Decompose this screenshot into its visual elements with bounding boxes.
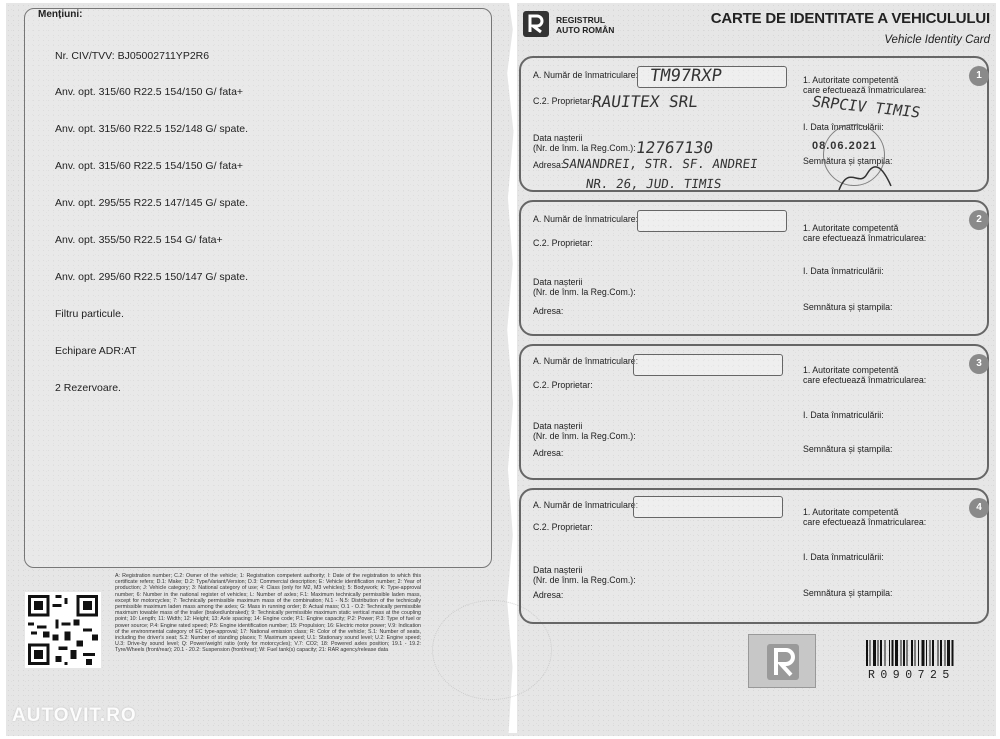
handwritten-reg-number: TM97RXP	[648, 66, 724, 86]
mention-line: Echipare ADR:AT	[55, 344, 137, 357]
authority-label: 1. Autoritate competentă care efectuează înmatricularea:	[803, 75, 927, 95]
reg-date-label: I. Data înmatriculării:	[803, 410, 884, 420]
card-subtitle: Vehicle Identity Card	[884, 34, 990, 46]
handwritten-address-1: SANANDREI, STR. SF. ANDREI	[560, 156, 759, 171]
reg-number-label: A. Număr de înmatriculare:	[533, 500, 639, 510]
reg-date-label: I. Data înmatriculării:	[803, 122, 884, 132]
hologram-icon	[748, 634, 816, 688]
reg-number-box	[637, 210, 787, 232]
mention-line: Filtru particule.	[55, 307, 124, 320]
address-label: Adresa:	[533, 306, 564, 316]
address-label: Adresa:	[533, 590, 564, 600]
mention-line: Nr. CIV/TVV: BJ05002711YP2R6	[55, 49, 210, 62]
section-number: 1	[969, 66, 989, 86]
mention-line: Anv. opt. 355/50 R22.5 154 G/ fata+	[55, 234, 223, 247]
reg-number-label: A. Număr de înmatriculare:	[533, 70, 639, 80]
mention-line: Anv. opt. 315/60 R22.5 154/150 G/ fata+	[55, 86, 244, 99]
owner-label: C.2. Proprietar:	[533, 96, 593, 106]
rar-name: REGISTRUL AUTO ROMÂN	[556, 15, 615, 35]
serial-number: R090725	[868, 669, 955, 682]
handwritten-owner: RAUITEX SRL	[590, 92, 700, 111]
mention-line: Anv. opt. 295/60 R22.5 150/147 G/ spate.	[55, 270, 249, 283]
authority-label: 1. Autoritate competentă care efectuează înmatricularea:	[803, 365, 927, 385]
owner-label: C.2. Proprietar:	[533, 238, 593, 248]
birth-label: Data nașterii (Nr. de înm. la Reg.Com.):	[533, 277, 636, 297]
authority-label: 1. Autoritate competentă care efectuează înmatricularea:	[803, 507, 927, 527]
signature-label: Semnătura și ștampila:	[803, 302, 893, 312]
reg-date-label: I. Data înmatriculării:	[803, 552, 884, 562]
registration-section-4	[519, 488, 989, 624]
birth-label: Data nașterii (Nr. de înm. la Reg.Com.):	[533, 133, 636, 153]
qr-code	[25, 592, 101, 668]
section-number: 3	[969, 354, 989, 374]
registration-section-2	[519, 200, 989, 336]
field-legend: A: Registration number; C.2: Owner of the vehicle; 1: Registration competent authority; I: Date of the registration to which this certificate refers; D.1: Make; D.2: Type/Variant/Version; D.3: Commercial description; E: Vehicle identification number; 2: Year of production; J: Vehicle category; 3: National category of use; 4: Class (only for M2, M3 vehicles); 5: Bodywork; K: Type-approval number; 6: Number in the national register of vehicles; L: Number of axles; F.1: Maximum technically permissible laden mass, except for motorcycles; 7: Technically permissible maximum mass of the combination; N.1 - N.5: Distribution of the technically permissible maximum laden mass among the axles; G: Mass in running order; 8: Actual mass; O.1 - O.2: Technically permissible maximum towable mass of the trailer (braked/unbraked); 9: Technically permissible maximum static vertical mass at the coupling point; 10: Length; 11: Width; 12: Height; 13: Axle spacing; 14: Engine code; P.1: Engine capacity; P.2: Power; P.3: Type of fuel or power source; P.4: Engine rated speed; P.5: Engine identification number; 15: Propulsion; 16: Electric motor power; V.9: Indication of the environmental category of EC type-approval; 17: National emission class; R: Color of the vehicle; S.1: Number of seats, including the driver's seat; S.2: Number of standing places; T: Maximum speed; U.1: Stationary sound level; U.2: Engine speed; U.3: Drive-by sound level; Q: Power/weight ratio (only for motorcycles); V.7: CO2; 18: Powered axles position; 19.1 - 19.2: Tyre/Wheels (front/rear); 20.1 - 20.2: Suspension (front/rear); W: Fuel tank(s) capacity; 21: RAR agency/release data	[115, 573, 421, 654]
reg-date-label: I. Data înmatriculării:	[803, 266, 884, 276]
reg-number-label: A. Număr de înmatriculare:	[533, 214, 639, 224]
handwritten-authority: SRPCIV TIMIS	[810, 92, 923, 122]
signature-scribble	[835, 160, 895, 196]
rar-logo-icon	[522, 10, 550, 38]
authority-label: 1. Autoritate competentă care efectuează înmatricularea:	[803, 223, 927, 243]
address-label: Adresa:	[533, 160, 564, 170]
reg-number-box	[633, 354, 783, 376]
registration-section-3	[519, 344, 989, 480]
mention-line: Anv. opt. 315/60 R22.5 152/148 G/ spate.	[55, 123, 249, 136]
signature-label: Semnătura și ștampila:	[803, 444, 893, 454]
mention-line: 2 Rezervoare.	[55, 381, 121, 394]
signature-label: Semnătura și ștampila:	[803, 588, 893, 598]
reg-number-label: A. Număr de înmatriculare:	[533, 356, 639, 366]
mentions-list	[55, 25, 248, 406]
handwritten-reg-com: 12767130	[634, 138, 715, 157]
mentions-title: Mențiuni:	[38, 9, 83, 20]
reg-number-box	[633, 496, 783, 518]
address-label: Adresa:	[533, 448, 564, 458]
barcode-icon	[866, 640, 988, 666]
site-watermark: AUTOVIT.RO	[12, 705, 137, 726]
mention-line: Anv. opt. 295/55 R22.5 147/145 G/ spate.	[55, 197, 249, 210]
owner-label: C.2. Proprietar:	[533, 522, 593, 532]
handwritten-address-2: NR. 26, JUD. TIMIS	[584, 176, 723, 191]
owner-label: C.2. Proprietar:	[533, 380, 593, 390]
section-number: 4	[969, 498, 989, 518]
stamp-date: 08.06.2021	[812, 140, 878, 152]
registration-section-1	[519, 56, 989, 192]
section-number: 2	[969, 210, 989, 230]
birth-label: Data nașterii (Nr. de înm. la Reg.Com.):	[533, 421, 636, 441]
mention-line: Anv. opt. 315/60 R22.5 154/150 G/ fata+	[55, 160, 244, 173]
card-title: CARTE DE IDENTITATE A VEHICULULUI	[710, 10, 990, 27]
signature-label: Semnătura și ștampila:	[803, 156, 893, 166]
birth-label: Data nașterii (Nr. de înm. la Reg.Com.):	[533, 565, 636, 585]
